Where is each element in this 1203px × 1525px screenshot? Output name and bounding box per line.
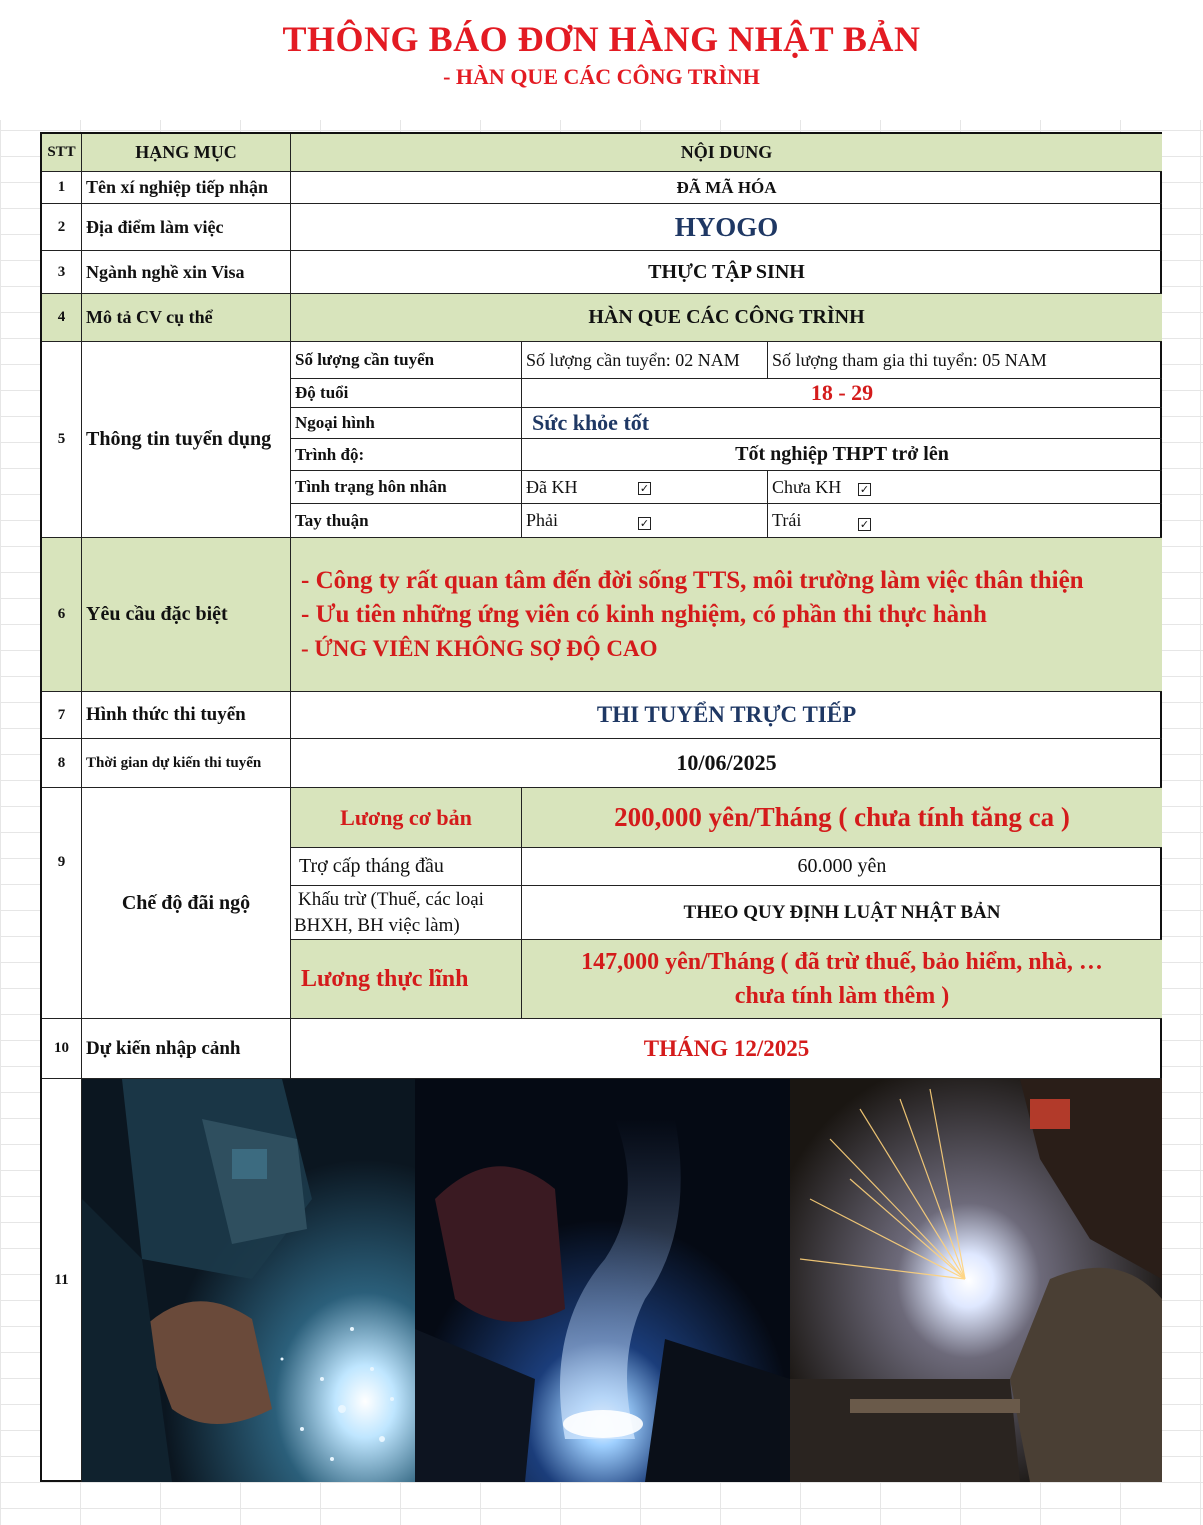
visa-type: THỰC TẬP SINH [291, 251, 1162, 294]
welder-mask-sparks-icon [82, 1079, 415, 1482]
single-label: Chưa KH [772, 476, 842, 497]
exam-date: 10/06/2025 [291, 739, 1162, 788]
left-hand-label: Trái [772, 510, 802, 530]
requirement-line-1: - Công ty rất quan tâm đến đời sống TTS, môi trường làm việc thân thiện [301, 566, 1084, 594]
base-salary-label: Lương cơ bản [291, 788, 522, 848]
married-checkbox[interactable]: ✓ [639, 482, 650, 495]
education-label: Trình độ: [291, 439, 522, 471]
education-value: Tốt nghiệp THPT trở lên [522, 439, 1162, 471]
net-salary-value [522, 940, 1162, 1019]
appearance-label: Ngoại hình [291, 408, 522, 439]
row11-stt: 11 [42, 1079, 82, 1482]
row7-stt: 7 [42, 692, 82, 739]
allowance-label: Trợ cấp tháng đầu [291, 848, 522, 886]
deduction-value: THEO QUY ĐỊNH LUẬT NHẬT BẢN [522, 886, 1162, 940]
row1-value: ĐÃ MÃ HÓA [291, 172, 1162, 204]
hand-left [768, 504, 1162, 538]
hand-right [522, 504, 768, 538]
row5-stt: 5 [42, 342, 82, 538]
single-checkbox[interactable]: ✓ [859, 483, 870, 496]
net-salary-line-1: 147,000 yên/Tháng ( đã trừ thuế, bảo hiểm, nhà, … [581, 949, 1103, 975]
deduction-label-line-1: Khấu trừ (Thuế, các loại [298, 888, 484, 910]
job-description: HÀN QUE CÁC CÔNG TRÌNH [291, 294, 1162, 342]
married-label: Đã KH [526, 476, 578, 497]
row1-stt: 1 [42, 172, 82, 204]
hand-label: Tay thuận [291, 504, 522, 538]
row4-label: Mô tả CV cụ thể [82, 294, 291, 342]
row3-stt: 3 [42, 251, 82, 294]
marital-label: Tình trạng hôn nhân [291, 471, 522, 504]
quantity-value: Số lượng cần tuyển: 02 NAM [522, 342, 768, 379]
appearance-value: Sức khỏe tốt [522, 408, 1162, 439]
work-location: HYOGO [291, 204, 1162, 251]
row9-stt: 9 [42, 788, 82, 1019]
net-salary-line-2: chưa tính làm thêm ) [734, 983, 950, 1009]
row4-stt: 4 [42, 294, 82, 342]
row9-label: Chế độ đãi ngộ [82, 788, 291, 1019]
page-header [0, 0, 1203, 120]
base-salary-value: 200,000 yên/Tháng ( chưa tính tăng ca ) [522, 788, 1162, 848]
row6-stt: 6 [42, 538, 82, 692]
header-content: NỘI DUNG [291, 134, 1162, 172]
marital-married [522, 471, 768, 504]
page-subtitle: - HÀN QUE CÁC CÔNG TRÌNH [443, 64, 760, 89]
special-requirements [291, 538, 1162, 692]
right-hand-label: Phải [526, 510, 559, 530]
welding-smoke-icon [415, 1079, 790, 1482]
requirement-line-3: - ỨNG VIÊN KHÔNG SỢ ĐỘ CAO [301, 635, 658, 661]
exam-format: THI TUYỂN TRỰC TIẾP [291, 692, 1162, 739]
welding-photos [82, 1079, 1162, 1482]
page-title: THÔNG BÁO ĐƠN HÀNG NHẬT BẢN [282, 19, 921, 59]
deduction-label [291, 886, 522, 940]
row10-stt: 10 [42, 1019, 82, 1079]
row10-label: Dự kiến nhập cảnh [82, 1019, 291, 1079]
entry-date: THÁNG 12/2025 [291, 1019, 1162, 1079]
row2-stt: 2 [42, 204, 82, 251]
net-salary-label: Lương thực lĩnh [291, 940, 522, 1019]
row8-label: Thời gian dự kiến thi tuyển [82, 739, 291, 788]
header-category: HẠNG MỤC [82, 134, 291, 172]
welding-smoke-photo [415, 1079, 790, 1482]
job-order-table [40, 132, 1162, 1482]
row5-label: Thông tin tuyển dụng [82, 342, 291, 538]
welder-with-mask-photo [82, 1079, 415, 1482]
left-hand-checkbox[interactable]: ✓ [859, 518, 870, 531]
quantity-label: Số lượng cần tuyển [291, 342, 522, 379]
welding-sparks-photo [790, 1079, 1162, 1482]
age-label: Độ tuổi [291, 379, 522, 408]
row6-label: Yêu cầu đặc biệt [82, 538, 291, 692]
header-stt: STT [42, 134, 82, 172]
row7-label: Hình thức thi tuyển [82, 692, 291, 739]
row3-label: Ngành nghề xin Visa [82, 251, 291, 294]
row8-stt: 8 [42, 739, 82, 788]
right-hand-checkbox[interactable]: ✓ [639, 517, 650, 530]
row1-label: Tên xí nghiệp tiếp nhận [82, 172, 291, 204]
marital-single [768, 471, 1162, 504]
age-value: 18 - 29 [522, 379, 1162, 408]
row2-label: Địa điểm làm việc [82, 204, 291, 251]
exam-quantity-value: Số lượng tham gia thi tuyển: 05 NAM [768, 342, 1162, 379]
requirement-line-2: - Ưu tiên những ứng viên có kinh nghiệm, có phần thi thực hành [301, 600, 987, 628]
welding-sparks-icon [790, 1079, 1162, 1482]
allowance-value: 60.000 yên [522, 848, 1162, 886]
deduction-label-line-2: BHXH, BH việc làm) [294, 914, 460, 936]
